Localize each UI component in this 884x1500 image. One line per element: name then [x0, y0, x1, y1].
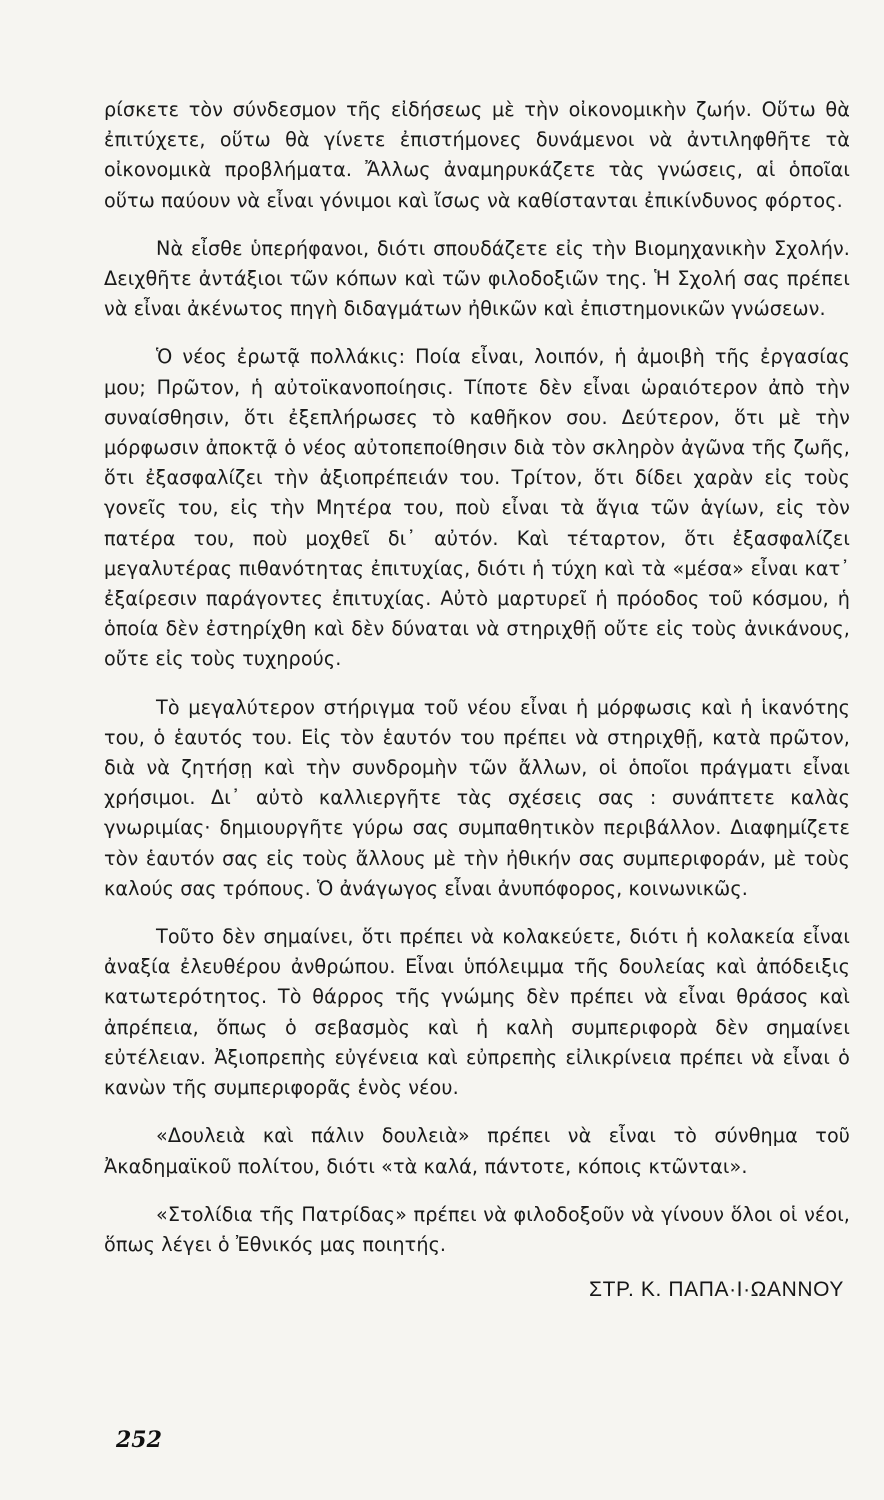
paragraph-self-reliance: Τὸ μεγαλύτερον στήριγμα τοῦ νέου εἶναι ἡ μόρφωσις καὶ ἡ ἱκανότης του, ὁ ἑαυτός του. Εἰς τὸν ἑαυτόν του πρέπει νὰ στηριχθῇ, κατὰ πρῶτον, διὰ νὰ ζητήσῃ καὶ τὴν συνδρομὴν τῶν ἄλλων, οἱ ὁποῖοι πράγματι εἶναι χρήσιμοι. Δι᾽ αὐτὸ καλλιεργῆτε τὰς σχέσεις σας : συνάπτετε καλὰς γνωριμίας· δημιουργῆτε γύρω σας συμπαθητικὸν περιβάλλον. Διαφημίζετε τὸν ἑαυτόν σας εἰς τοὺς ἄλλους μὲ τὴν ἠθικήν σας συμπεριφοράν, μὲ τοὺς καλούς σας τρόπους. Ὁ ἀνάγωγος εἶναι ἀνυπόφορος, κοινωνικῶς.: [104, 695, 850, 900]
paragraph-motto: «Δουλειὰ καὶ πάλιν δουλειὰ» πρέπει νὰ εἶναι τὸ σύνθημα τοῦ Ἀκαδημαϊκοῦ πολίτου, διότι «τὰ καλά, πάντοτε, κόποις κτῶνται».: [104, 1124, 850, 1178]
paragraph-school-pride: Νὰ εἶσθε ὑπερήφανοι, διότι σπουδάζετε εἰς τὴν Βιομηχανικὴν Σχολήν. Δειχθῆτε ἀντάξιοι τῶν κόπων καὶ τῶν φιλοδοξιῶν της. Ἡ Σχολή σας πρέπει νὰ εἶναι ἀκένωτος πηγὴ διδαγμάτων ἠθικῶν καὶ ἐπιστημονικῶν γνώσεων.: [104, 236, 850, 321]
paragraph-continuation: ρίσκετε τὸν σύνδεσμον τῆς εἰδήσεως μὲ τὴν οἰκονομικὴν ζωήν. Οὕτω θὰ ἐπιτύχετε, οὕτω θὰ γίνετε ἐπιστήμονες δυνάμενοι νὰ ἀντιληφθῆτε τὰ οἰκονομικὰ προβλήματα. Ἄλλως ἀναμηρυκάζετε τὰς γνώσεις, αἱ ὁποῖαι οὕτω παύουν νὰ εἶναι γόνιμοι καὶ ἴσως νὰ καθίστανται ἐπικίνδυνος φόρτος.: [104, 98, 850, 212]
paragraph-flattery: Τοῦτο δὲν σημαίνει, ὅτι πρέπει νὰ κολακεύετε, διότι ἡ κολακεία εἶναι ἀναξία ἐλευθέρου ἀνθρώπου. Εἶναι ὑπόλειμμα τῆς δουλείας καὶ ἀπόδειξις κατωτερότητος. Τὸ θάρρος τῆς γνώμης δὲν πρέπει νὰ εἶναι θράσος καὶ ἀπρέπεια, ὅπως ὁ σεβασμὸς καὶ ἡ καλὴ συμπεριφορὰ δὲν σημαίνει εὐτέλειαν. Ἀξιοπρεπὴς εὐγένεια καὶ εὐπρεπὴς εἰλικρίνεια πρέπει νὰ εἶναι ὁ κανὼν τῆς συμπεριφορᾶς ἑνὸς νέου.: [104, 925, 850, 1100]
paragraph-reward-of-work: Ὁ νέος ἐρωτᾷ πολλάκις: Ποία εἶναι, λοιπόν, ἡ ἀμοιβὴ τῆς ἐργασίας μου; Πρῶτον, ἡ αὐτοϊκανοποίησις. Τίποτε δὲν εἶναι ὡραιότερον ἀπὸ τὴν συναίσθησιν, ὅτι ἐξεπλήρωσες τὸ καθῆκον σου. Δεύτερον, ὅτι μὲ τὴν μόρφωσιν ἀποκτᾷ ὁ νέος αὐτοπεποίθησιν διὰ τὸν σκληρὸν ἀγῶνα τῆς ζωῆς, ὅτι ἐξασφαλίζει τὴν ἀξιοπρέπειάν του. Τρίτον, ὅτι δίδει χαρὰν εἰς τοὺς γονεῖς του, εἰς τὴν Μητέρα του, ποὺ εἶναι τὰ ἅγια τῶν ἁγίων, εἰς τὸν πατέρα του, ποὺ μοχθεῖ δι᾽ αὐτόν. Καὶ τέταρτον, ὅτι ἐξασφαλίζει μεγαλυτέρας πιθανότητας ἐπιτυχίας, διότι ἡ τύχη καὶ τὰ «μέσα» εἶναι κατ᾽ ἐξαίρεσιν παράγοντες ἐπιτυχίας. Αὐτὸ μαρτυρεῖ ἡ πρόοδος τοῦ κόσμου, ἡ ὁποία δὲν ἐστηρίχθη καὶ δὲν δύναται νὰ στηριχθῇ οὔτε εἰς τοὺς ἀνικάνους, οὔτε εἰς τοὺς τυχηρούς.: [104, 345, 850, 671]
author-signature: ΣΤΡ. Κ. ΠΑΠΑ·Ι·ΩΑΝΝΟΥ: [589, 1278, 844, 1301]
paragraph-closing: «Στολίδια τῆς Πατρίδας» πρέπει νὰ φιλοδοξοῦν νὰ γίνουν ὅλοι οἱ νέοι, ὅπως λέγει ὁ Ἐθνικός μας ποιητής.: [104, 1202, 850, 1256]
page-number: 252: [116, 1427, 162, 1453]
